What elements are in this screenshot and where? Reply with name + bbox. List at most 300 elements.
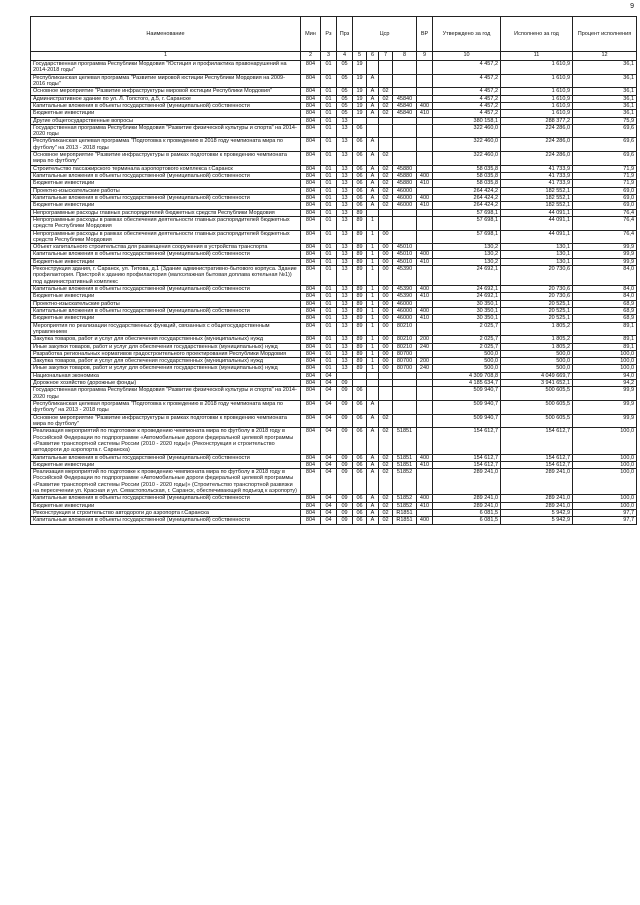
- row-rz: 01: [321, 138, 337, 152]
- row-executed: 20 730,6: [501, 293, 573, 300]
- row-csr-program: 06: [353, 180, 367, 187]
- row-rz: 01: [321, 165, 337, 172]
- row-csr-direction: 80700: [393, 350, 417, 357]
- row-approved: 30 350,1: [433, 315, 501, 322]
- row-csr-subprogram: 1: [367, 216, 379, 230]
- row-csr-program: 19: [353, 61, 367, 75]
- table-row: [31, 401, 637, 415]
- row-rz: 01: [321, 286, 337, 293]
- row-min: 804: [301, 401, 321, 415]
- row-percent: 75,9: [573, 117, 637, 124]
- row-executed: 20 730,6: [501, 266, 573, 286]
- row-name: Капитальные вложения в объекты государственной (муниципальной) собственности: [31, 517, 301, 524]
- row-executed: 20 525,1: [501, 307, 573, 314]
- row-rz: 01: [321, 300, 337, 307]
- row-vr: [417, 372, 433, 379]
- row-csr-direction: [393, 152, 417, 166]
- row-percent: 36,1: [573, 88, 637, 95]
- row-percent: 69,6: [573, 152, 637, 166]
- row-vr: [417, 387, 433, 401]
- row-percent: 36,1: [573, 102, 637, 109]
- header-min: Мин: [301, 17, 321, 52]
- row-rz: 04: [321, 428, 337, 454]
- row-vr: [417, 124, 433, 138]
- row-prz: 09: [337, 469, 353, 495]
- row-vr: [417, 117, 433, 124]
- table-row: [31, 251, 637, 258]
- row-percent: 71,9: [573, 165, 637, 172]
- row-csr-direction: [393, 74, 417, 88]
- row-approved: 4 457,2: [433, 102, 501, 109]
- row-rz: 01: [321, 74, 337, 88]
- row-rz: 01: [321, 230, 337, 244]
- row-rz: 01: [321, 187, 337, 194]
- row-min: 804: [301, 387, 321, 401]
- row-name: Капитальные вложения в объекты государственной (муниципальной) собственности: [31, 173, 301, 180]
- row-csr-direction: 51851: [393, 428, 417, 454]
- row-name: Бюджетные инвестиции: [31, 180, 301, 187]
- col-number: 7: [379, 52, 393, 61]
- row-csr-program: 06: [353, 187, 367, 194]
- row-vr: 410: [417, 461, 433, 468]
- row-csr-direction: 80210: [393, 322, 417, 336]
- row-csr-direction: [393, 117, 417, 124]
- row-csr-direction: 80700: [393, 365, 417, 372]
- row-prz: 13: [337, 194, 353, 201]
- row-csr-event: 00: [379, 315, 393, 322]
- row-min: 804: [301, 300, 321, 307]
- row-csr-subprogram: А: [367, 180, 379, 187]
- row-rz: 01: [321, 152, 337, 166]
- row-csr-program: 06: [353, 173, 367, 180]
- row-min: 804: [301, 454, 321, 461]
- row-vr: 400: [417, 173, 433, 180]
- row-csr-program: 89: [353, 266, 367, 286]
- row-approved: 24 692,1: [433, 286, 501, 293]
- row-csr-program: 06: [353, 495, 367, 502]
- table-row: [31, 165, 637, 172]
- row-percent: 89,1: [573, 336, 637, 343]
- row-rz: 01: [321, 244, 337, 251]
- row-csr-program: 89: [353, 251, 367, 258]
- row-csr-direction: 45390: [393, 293, 417, 300]
- row-csr-program: 89: [353, 315, 367, 322]
- row-percent: 68,9: [573, 315, 637, 322]
- col-number: 11: [501, 52, 573, 61]
- row-vr: 240: [417, 365, 433, 372]
- row-prz: 05: [337, 102, 353, 109]
- row-csr-direction: 45840: [393, 110, 417, 117]
- row-rz: 01: [321, 61, 337, 75]
- row-name: Иные закупки товаров, работ и услуг для обеспечения государственных (муниципальных) нужд: [31, 365, 301, 372]
- row-executed: 500,0: [501, 350, 573, 357]
- row-executed: 500,0: [501, 358, 573, 365]
- row-rz: 01: [321, 194, 337, 201]
- row-approved: 57 698,1: [433, 216, 501, 230]
- row-min: 804: [301, 307, 321, 314]
- row-csr-direction: [393, 61, 417, 75]
- row-percent: 36,1: [573, 61, 637, 75]
- row-rz: 04: [321, 414, 337, 428]
- row-executed: 1 610,9: [501, 102, 573, 109]
- table-row: [31, 510, 637, 517]
- row-prz: 13: [337, 216, 353, 230]
- row-csr-program: 89: [353, 322, 367, 336]
- row-percent: 76,4: [573, 209, 637, 216]
- row-name: Республиканская целевая программа "Подготовка к проведению в 2018 году чемпионата мира по футболу" на 2013 - 2018 годы: [31, 138, 301, 152]
- row-csr-direction: 45840: [393, 95, 417, 102]
- row-approved: 154 612,7: [433, 461, 501, 468]
- row-csr-subprogram: 1: [367, 365, 379, 372]
- row-percent: 68,9: [573, 307, 637, 314]
- row-min: 804: [301, 343, 321, 350]
- header-percent: Процент исполнения: [573, 17, 637, 52]
- row-executed: 182 552,1: [501, 202, 573, 209]
- row-csr-program: 89: [353, 365, 367, 372]
- row-prz: 13: [337, 187, 353, 194]
- row-csr-event: 02: [379, 517, 393, 524]
- row-csr-subprogram: [367, 124, 379, 138]
- row-csr-subprogram: [367, 380, 379, 387]
- row-csr-direction: 45880: [393, 173, 417, 180]
- row-percent: 100,0: [573, 502, 637, 509]
- row-min: 804: [301, 258, 321, 265]
- row-rz: 04: [321, 401, 337, 415]
- row-csr-event: 00: [379, 266, 393, 286]
- row-csr-subprogram: А: [367, 454, 379, 461]
- row-prz: 13: [337, 230, 353, 244]
- row-percent: 69,0: [573, 202, 637, 209]
- row-executed: 1 610,9: [501, 61, 573, 75]
- row-executed: 41 733,9: [501, 165, 573, 172]
- row-prz: 09: [337, 517, 353, 524]
- row-csr-direction: 46000: [393, 194, 417, 201]
- row-csr-event: [379, 387, 393, 401]
- row-csr-direction: 51851: [393, 461, 417, 468]
- row-csr-direction: 45010: [393, 251, 417, 258]
- row-percent: 97,7: [573, 510, 637, 517]
- row-csr-subprogram: 1: [367, 322, 379, 336]
- row-rz: 04: [321, 454, 337, 461]
- row-percent: 84,0: [573, 286, 637, 293]
- row-name: Государственная программа Республики Мордовия "Развитие физической культуры и спорта" на 2014-2020 годы: [31, 124, 301, 138]
- row-csr-subprogram: А: [367, 202, 379, 209]
- table-row: [31, 110, 637, 117]
- row-vr: 200: [417, 358, 433, 365]
- table-row: [31, 293, 637, 300]
- row-approved: 322 460,0: [433, 138, 501, 152]
- row-min: 804: [301, 414, 321, 428]
- row-executed: 224 286,0: [501, 152, 573, 166]
- row-csr-direction: 46000: [393, 300, 417, 307]
- row-csr-subprogram: [367, 117, 379, 124]
- row-csr-direction: 45880: [393, 165, 417, 172]
- row-csr-event: 02: [379, 165, 393, 172]
- row-min: 804: [301, 461, 321, 468]
- row-csr-program: 06: [353, 517, 367, 524]
- row-min: 804: [301, 202, 321, 209]
- row-approved: 58 035,8: [433, 180, 501, 187]
- row-csr-program: 89: [353, 293, 367, 300]
- table-row: [31, 74, 637, 88]
- row-csr-program: 89: [353, 307, 367, 314]
- row-executed: 5 942,9: [501, 517, 573, 524]
- row-percent: 100,0: [573, 350, 637, 357]
- row-approved: 58 035,8: [433, 173, 501, 180]
- row-approved: 2 025,7: [433, 322, 501, 336]
- row-csr-event: 02: [379, 110, 393, 117]
- row-vr: [417, 414, 433, 428]
- row-vr: 410: [417, 293, 433, 300]
- row-executed: 500 605,5: [501, 387, 573, 401]
- row-csr-event: 00: [379, 286, 393, 293]
- row-csr-program: [353, 117, 367, 124]
- row-csr-program: 89: [353, 230, 367, 244]
- row-prz: 13: [337, 300, 353, 307]
- row-csr-event: 02: [379, 502, 393, 509]
- row-percent: 69,6: [573, 138, 637, 152]
- row-vr: 240: [417, 343, 433, 350]
- row-approved: 154 612,7: [433, 454, 501, 461]
- header-row: [31, 17, 637, 52]
- row-csr-direction: 45840: [393, 102, 417, 109]
- row-csr-direction: 51852: [393, 469, 417, 495]
- row-min: 804: [301, 152, 321, 166]
- table-row: [31, 365, 637, 372]
- row-csr-direction: 45880: [393, 180, 417, 187]
- row-prz: 05: [337, 110, 353, 117]
- table-row: [31, 414, 637, 428]
- row-csr-subprogram: 1: [367, 315, 379, 322]
- row-min: 804: [301, 194, 321, 201]
- row-min: 804: [301, 173, 321, 180]
- table-row: [31, 428, 637, 454]
- row-prz: 13: [337, 307, 353, 314]
- row-executed: 154 612,7: [501, 454, 573, 461]
- row-vr: [417, 510, 433, 517]
- row-percent: 76,4: [573, 216, 637, 230]
- row-rz: 01: [321, 258, 337, 265]
- row-min: 804: [301, 315, 321, 322]
- row-name: Реконструкция здания, г. Саранск, ул. Титова, д.1 (Здание административно-бытового корпуса. Здание профилактория. Пристрой к зданию профилактория (малоэтажная бытовая доплава котельная №1)) под административный комплекс: [31, 266, 301, 286]
- row-executed: 1 805,2: [501, 322, 573, 336]
- row-name: Мероприятия по реализации государственных функций, связанных с общегосударственным управлением: [31, 322, 301, 336]
- row-vr: [417, 209, 433, 216]
- row-percent: 36,1: [573, 110, 637, 117]
- row-percent: 69,0: [573, 194, 637, 201]
- row-csr-direction: [393, 138, 417, 152]
- row-csr-direction: [393, 209, 417, 216]
- row-vr: [417, 300, 433, 307]
- table-body: [31, 61, 637, 525]
- row-name: Основное мероприятие "Развитие инфраструктуры в рамках подготовки к проведению чемпионата мира по футболу": [31, 152, 301, 166]
- row-csr-subprogram: [367, 61, 379, 75]
- row-rz: 01: [321, 110, 337, 117]
- row-csr-event: 00: [379, 230, 393, 244]
- row-vr: [417, 230, 433, 244]
- row-min: 804: [301, 428, 321, 454]
- row-min: 804: [301, 138, 321, 152]
- row-name: Непрограммные расходы в рамках обеспечения деятельности главных распорядителей бюджетных средств Республики Мордовия: [31, 216, 301, 230]
- row-csr-direction: 46000: [393, 202, 417, 209]
- table-row: [31, 358, 637, 365]
- row-prz: 13: [337, 350, 353, 357]
- table-row: [31, 387, 637, 401]
- row-min: 804: [301, 117, 321, 124]
- row-csr-program: 19: [353, 95, 367, 102]
- row-csr-program: 06: [353, 124, 367, 138]
- row-prz: 05: [337, 88, 353, 95]
- table-row: [31, 209, 637, 216]
- row-csr-subprogram: А: [367, 152, 379, 166]
- row-prz: 13: [337, 138, 353, 152]
- row-percent: 99,9: [573, 401, 637, 415]
- row-csr-event: 02: [379, 202, 393, 209]
- row-csr-event: [379, 401, 393, 415]
- row-csr-event: 02: [379, 510, 393, 517]
- row-prz: 13: [337, 336, 353, 343]
- row-executed: 500,0: [501, 365, 573, 372]
- row-csr-direction: [393, 88, 417, 95]
- row-csr-program: 89: [353, 209, 367, 216]
- row-executed: 5 942,9: [501, 510, 573, 517]
- row-approved: 30 350,1: [433, 307, 501, 314]
- row-csr-program: 06: [353, 502, 367, 509]
- row-csr-direction: [393, 414, 417, 428]
- row-executed: 1 610,9: [501, 95, 573, 102]
- row-vr: [417, 216, 433, 230]
- header-rz: Рз: [321, 17, 337, 52]
- row-prz: 09: [337, 510, 353, 517]
- row-prz: 13: [337, 244, 353, 251]
- row-name: Закупка товаров, работ и услуг для обеспечения государственных (муниципальных) нужд: [31, 358, 301, 365]
- row-prz: [337, 372, 353, 379]
- row-csr-program: 06: [353, 194, 367, 201]
- row-approved: 2 025,7: [433, 343, 501, 350]
- row-min: 804: [301, 102, 321, 109]
- row-name: Проектно-изыскательские работы: [31, 300, 301, 307]
- row-csr-subprogram: 1: [367, 258, 379, 265]
- row-min: 804: [301, 372, 321, 379]
- row-percent: 100,0: [573, 495, 637, 502]
- row-percent: 94,0: [573, 372, 637, 379]
- row-rz: 04: [321, 461, 337, 468]
- row-percent: 100,0: [573, 461, 637, 468]
- row-csr-subprogram: А: [367, 495, 379, 502]
- row-csr-program: 89: [353, 216, 367, 230]
- page-number: 9: [630, 3, 634, 10]
- row-approved: 509 940,7: [433, 401, 501, 415]
- row-name: Разработка региональных нормативов градостроительного проектирования Республики Мордовия: [31, 350, 301, 357]
- row-approved: 264 424,2: [433, 202, 501, 209]
- row-rz: 04: [321, 469, 337, 495]
- header-vr: ВР: [417, 17, 433, 52]
- row-name: Проектно-изыскательские работы: [31, 187, 301, 194]
- row-prz: 13: [337, 165, 353, 172]
- row-min: 804: [301, 495, 321, 502]
- col-number: 8: [393, 52, 417, 61]
- row-prz: 13: [337, 358, 353, 365]
- header-executed: Исполнено за год: [501, 17, 573, 52]
- row-prz: 13: [337, 258, 353, 265]
- row-vr: 410: [417, 110, 433, 117]
- row-csr-program: 06: [353, 461, 367, 468]
- row-csr-program: 06: [353, 165, 367, 172]
- row-csr-subprogram: 1: [367, 336, 379, 343]
- row-csr-subprogram: 1: [367, 293, 379, 300]
- row-name: Объект капитального строительства для размещения сооружения в устройства транспорта: [31, 244, 301, 251]
- row-csr-subprogram: 1: [367, 286, 379, 293]
- row-csr-direction: 45010: [393, 244, 417, 251]
- table-row: [31, 95, 637, 102]
- row-csr-program: 89: [353, 336, 367, 343]
- row-csr-program: 19: [353, 102, 367, 109]
- table-row: [31, 202, 637, 209]
- row-percent: 100,0: [573, 358, 637, 365]
- row-csr-direction: 46000: [393, 315, 417, 322]
- row-rz: 01: [321, 95, 337, 102]
- row-name: Капитальные вложения в объекты государственной (муниципальной) собственности: [31, 102, 301, 109]
- row-min: 804: [301, 336, 321, 343]
- row-csr-program: 06: [353, 401, 367, 415]
- table-row: [31, 469, 637, 495]
- row-vr: [417, 380, 433, 387]
- row-csr-event: [379, 61, 393, 75]
- row-csr-event: 00: [379, 322, 393, 336]
- row-approved: 6 081,5: [433, 517, 501, 524]
- row-executed: 154 612,7: [501, 461, 573, 468]
- row-min: 804: [301, 244, 321, 251]
- row-csr-direction: 51851: [393, 454, 417, 461]
- row-min: 804: [301, 165, 321, 172]
- row-name: Капитальные вложения в объекты государственной (муниципальной) собственности: [31, 454, 301, 461]
- row-name: Реализация мероприятий по подготовке к проведению чемпионата мира по футболу в 2018 году в Российской Федерации по подпрограмме «Автомобильные дороги федеральной целевой программы «Развитие транспортной системы России (2010 - 2020 годы)» (Строительство транспортной развязки на пересечении ул. Красная и ул. Севастопольская, г. Саранск, обеспечивающей подъезд к аэропорту): [31, 469, 301, 495]
- row-percent: 100,0: [573, 428, 637, 454]
- row-csr-event: [379, 209, 393, 216]
- row-csr-subprogram: 1: [367, 350, 379, 357]
- table-row: [31, 180, 637, 187]
- row-csr-event: 00: [379, 343, 393, 350]
- row-vr: [417, 165, 433, 172]
- header-prz: Прз: [337, 17, 353, 52]
- row-vr: [417, 350, 433, 357]
- row-name: Бюджетные инвестиции: [31, 461, 301, 468]
- row-percent: 69,6: [573, 124, 637, 138]
- row-prz: 13: [337, 180, 353, 187]
- row-csr-event: 00: [379, 336, 393, 343]
- row-approved: 509 940,7: [433, 414, 501, 428]
- row-percent: 94,2: [573, 380, 637, 387]
- column-number-row: [31, 52, 637, 61]
- row-rz: 01: [321, 358, 337, 365]
- row-rz: 04: [321, 517, 337, 524]
- row-rz: 01: [321, 266, 337, 286]
- row-csr-program: 06: [353, 202, 367, 209]
- row-rz: 01: [321, 88, 337, 95]
- row-executed: 1 805,2: [501, 343, 573, 350]
- row-executed: 130,1: [501, 244, 573, 251]
- row-executed: 289 241,0: [501, 495, 573, 502]
- row-prz: 09: [337, 502, 353, 509]
- row-executed: 3 941 652,1: [501, 380, 573, 387]
- row-csr-program: 89: [353, 286, 367, 293]
- row-csr-subprogram: А: [367, 517, 379, 524]
- row-csr-subprogram: А: [367, 187, 379, 194]
- row-rz: 01: [321, 102, 337, 109]
- row-csr-subprogram: А: [367, 510, 379, 517]
- row-approved: 4 309 708,8: [433, 372, 501, 379]
- row-min: 804: [301, 74, 321, 88]
